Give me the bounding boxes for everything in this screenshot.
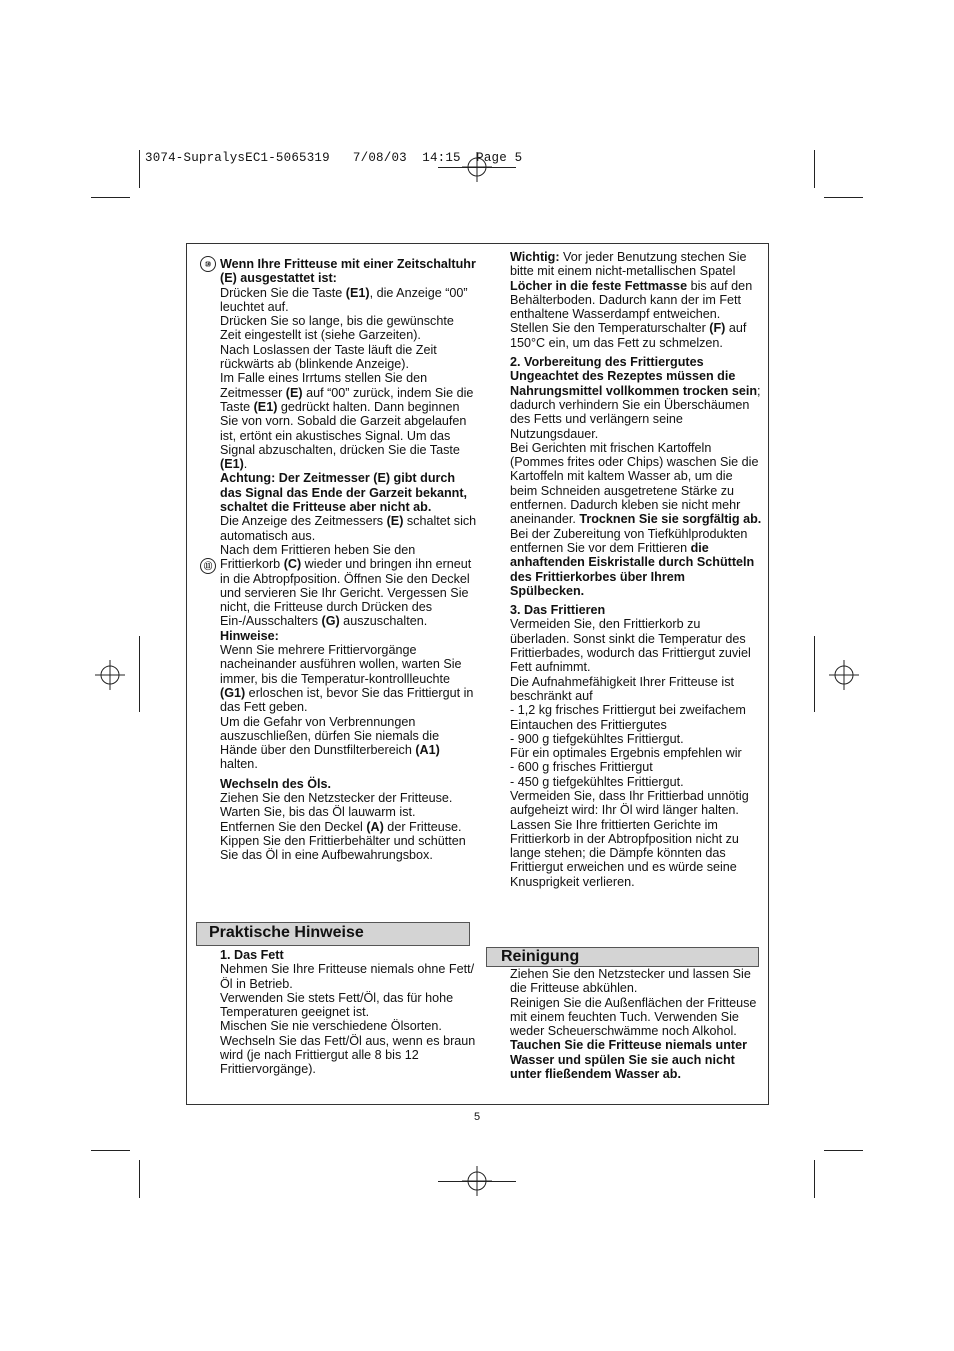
text-run: - 1,2 kg frisches Frittiergut bei zweifachem Eintauchen des Frittiergutes xyxy=(510,703,746,732)
registration-mark-icon xyxy=(95,660,125,690)
text-run: gedrückt halten. Dann beginnen Sie von vorn. Sobald die Garzeit abgelaufen ist, ertönt ein akustisches Signal. Um das Signal abzuschalten, drücken Sie die Taste xyxy=(220,399,467,457)
crop-mark xyxy=(139,636,140,712)
paragraph xyxy=(220,834,478,863)
paragraph xyxy=(510,789,762,818)
crop-mark xyxy=(814,1160,815,1198)
text-run: Nehmen Sie Ihre Fritteuse niemals ohne Fett/Öl in Betrieb. xyxy=(220,962,475,991)
text-run: Vor jeder Benutzung stechen Sie bitte mit einem nicht-metallischen Spatel xyxy=(510,250,747,279)
text-run: (F) xyxy=(709,321,726,336)
text-run: (C) xyxy=(283,557,302,572)
fett-section xyxy=(220,948,478,1077)
paragraph xyxy=(220,777,478,791)
text-run: Drücken Sie die Taste xyxy=(220,285,346,300)
text-run: (E1) xyxy=(253,399,278,414)
registration-line xyxy=(438,1181,516,1182)
text-run: Um die Gefahr von Verbrennungen auszuschließen, dürfen Sie niemals die Hände über den Dunstfilterbereich xyxy=(220,714,440,758)
text-run: Tauchen Sie die Fritteuse niemals unter Wasser und spülen Sie sie auch nicht unter fließendem Wasser ab. xyxy=(510,1038,748,1082)
paragraph xyxy=(510,441,762,527)
text-run: Wechseln des Öls. xyxy=(220,776,332,791)
text-run: Vermeiden Sie, den Frittierkorb zu überladen. Sonst sinkt die Temperatur des Frittierbades, wodurch das Frittiergut zuviel Fett aufnimmt. xyxy=(510,617,751,675)
paragraph xyxy=(510,1038,762,1081)
page-number: 5 xyxy=(473,1111,481,1123)
text-run: auszuschalten. xyxy=(339,614,428,629)
paragraph xyxy=(510,675,762,704)
text-run: wieder und bringen ihn erneut in die Abtropfposition. Öffnen Sie den Deckel und servieren Sie Ihr Gericht. Vergessen Sie nicht, die Fritteuse durch Drücken des Ein-/Ausschalters xyxy=(220,557,472,629)
text-run: 1. Das Fett xyxy=(220,948,284,962)
paragraph xyxy=(510,527,762,598)
text-run: Für ein optimales Ergebnis empfehlen wir xyxy=(510,746,742,761)
paragraph xyxy=(220,715,478,772)
paragraph xyxy=(510,617,762,674)
crop-mark xyxy=(91,197,130,198)
paragraph xyxy=(510,818,762,889)
text-run: Drücken Sie so lange, bis die gewünschte Zeit eingestellt ist (siehe Garzeiten). xyxy=(220,314,454,343)
text-run: Die Aufnahmefähigkeit Ihrer Fritteuse ist beschränkt auf xyxy=(510,674,734,703)
text-run: Hinweise: xyxy=(220,628,279,643)
section-title-reinigung: Reinigung xyxy=(486,947,759,967)
text-run: (E1) xyxy=(220,457,244,472)
paragraph xyxy=(220,1019,478,1033)
crop-mark xyxy=(814,150,815,188)
crop-mark xyxy=(824,197,863,198)
paragraph xyxy=(220,257,478,286)
text-run: (E) xyxy=(285,385,303,400)
text-run: Wechseln Sie das Fett/Öl aus, wenn es braun wird (je nach Frittiergut alle 8 bis 12 Frittiervorgänge). xyxy=(220,1033,476,1077)
paragraph xyxy=(510,775,762,789)
text-run: Ziehen Sie den Netzstecker der Fritteuse. xyxy=(220,790,453,805)
paragraph xyxy=(220,962,478,991)
text-run: Wenn Ihre Fritteuse mit einer Zeitschaltuhr (E) ausgestattet ist: xyxy=(220,257,476,286)
text-run: Trocknen Sie sie sorgfältig ab. xyxy=(579,512,762,527)
paragraph xyxy=(510,703,762,732)
text-run: Lassen Sie Ihre frittierten Gerichte im Frittierkorb in der Abtropfposition nicht zu lange stehen; die Dämpfe könnten das Frittiergut erweichen und es würde seine Knusprigkeit verlieren. xyxy=(510,817,739,889)
paragraph xyxy=(220,805,478,819)
text-run: Bei Gerichten mit frischen Kartoffeln (Pommes frites oder Chips) waschen Sie die Kartoffeln mit kaltem Wasser ab, um die beim Schneiden ausgetretene Stärke zu entfernen. Dadurch kleben sie nicht mehr aneinander. xyxy=(510,440,759,527)
paragraph xyxy=(220,643,478,714)
text-run: Die Anzeige des Zeitmessers xyxy=(220,514,387,529)
left-column xyxy=(220,257,478,862)
registration-mark-icon xyxy=(829,660,859,690)
text-run: (A) xyxy=(366,819,384,834)
paragraph xyxy=(220,471,478,514)
text-run: 2. Vorbereitung des Frittiergutes xyxy=(510,355,704,370)
text-run: (A1) xyxy=(415,743,440,758)
text-run: erloschen ist, bevor Sie das Frittiergut in das Fett geben. xyxy=(220,685,474,715)
reinigung-section xyxy=(510,967,762,1081)
crop-mark xyxy=(824,1150,863,1151)
text-run: der Fritteuse. xyxy=(383,819,462,834)
paragraph xyxy=(220,991,478,1020)
text-run: die anhaftenden Eiskristalle durch Schütteln des Frittierkorbes über Ihrem Spülbecken. xyxy=(510,540,755,598)
text-run: Vermeiden Sie, dass Ihr Frittierbad unnötig aufgeheizt wird: Ihr Öl wird länger halten. xyxy=(510,788,749,818)
paragraph xyxy=(510,746,762,760)
text-run: Bei der Zubereitung von Tiefkühlprodukten entfernen Sie vor dem Frittieren xyxy=(510,526,748,555)
text-run: . xyxy=(243,457,248,472)
paragraph xyxy=(510,732,762,746)
paragraph xyxy=(510,760,762,774)
text-run: Mischen Sie nie verschiedene Ölsorten. xyxy=(220,1019,442,1034)
paragraph xyxy=(510,355,762,369)
text-run: - 450 g tiefgekühltes Frittiergut. xyxy=(510,774,684,789)
text-run: - 600 g frisches Frittiergut xyxy=(510,760,653,775)
paragraph xyxy=(510,603,762,617)
text-run: auf “00” zurück, indem Sie die Taste xyxy=(220,385,474,414)
paragraph xyxy=(220,543,478,629)
paragraph xyxy=(220,371,478,471)
paragraph xyxy=(220,629,478,643)
text-run: halten. xyxy=(220,757,258,772)
registration-line xyxy=(438,167,516,168)
text-run: - 900 g tiefgekühltes Frittiergut. xyxy=(510,731,684,746)
paragraph xyxy=(220,820,478,834)
right-column-top xyxy=(510,250,762,889)
paragraph xyxy=(220,514,478,543)
paragraph xyxy=(220,314,478,343)
text-run: Ziehen Sie den Netzstecker und lassen Sie die Fritteuse abkühlen. xyxy=(510,967,751,996)
text-run: Verwenden Sie stets Fett/Öl, das für hohe Temperaturen geeignet ist. xyxy=(220,990,454,1020)
text-run: Reinigen Sie die Außenflächen der Fritteuse mit einem feuchten Tuch. Verwenden Sie weder Scheuerschwämme noch Alkohol. xyxy=(510,995,757,1039)
text-run: (G1) xyxy=(220,685,246,700)
paragraph xyxy=(220,948,478,962)
text-run: Wenn Sie mehrere Frittiervorgänge nacheinander ausführen wollen, warten Sie immer, bis die Temperatur-kontrollleuchte xyxy=(220,643,462,686)
text-run: bis auf den Behälterboden. Dadurch kann der im Fett enthaltene Wasserdampf entweichen. xyxy=(510,278,753,322)
text-run: Entfernen Sie den Deckel xyxy=(220,819,367,834)
section-title-praktische-hinweise: Praktische Hinweise xyxy=(196,922,470,946)
text-run: ; dadurch verhindern Sie ein Überschäumen des Fetts und verlängern seine Nutzungsdauer. xyxy=(510,383,761,441)
paragraph xyxy=(220,791,478,805)
text-run: (G) xyxy=(321,614,340,629)
text-run: Nach dem Frittieren heben Sie den Frittierkorb xyxy=(220,542,416,572)
text-run: Ungeachtet des Rezeptes müssen die Nahrungsmittel vollkommen trocken sein xyxy=(510,369,758,398)
paragraph xyxy=(510,321,762,350)
text-run: 3. Das Frittieren xyxy=(510,603,606,618)
slug-line: 3074-SupralysEC1-5065319 7/08/03 14:15 Page 5 xyxy=(145,151,523,165)
text-run: Im Falle eines Irrtums stellen Sie den Zeitmesser xyxy=(220,371,428,400)
text-run: Kippen Sie den Frittierbehälter und schütten Sie das Öl in eine Aufbewahrungsbox. xyxy=(220,833,466,863)
crop-mark xyxy=(814,636,815,712)
text-run: auf 150°C ein, um das Fett zu schmelzen. xyxy=(510,321,747,350)
crop-mark xyxy=(139,150,140,188)
paragraph xyxy=(510,369,762,440)
text-run: Stellen Sie den Temperaturschalter xyxy=(510,321,710,336)
step-11-text xyxy=(220,543,478,863)
text-run: , die Anzeige “00” leuchtet auf. xyxy=(220,285,468,314)
crop-mark xyxy=(139,1160,140,1198)
step-10-marker: ⑩ xyxy=(200,256,216,272)
text-run: Achtung: Der Zeitmesser (E) gibt durch das Signal das Ende der Garzeit bekannt, schaltet die Fritteuse aber nicht ab. xyxy=(220,471,468,515)
text-run: Wichtig: xyxy=(510,250,560,264)
paragraph xyxy=(510,996,762,1039)
text-run: Löcher in die feste Fettmasse xyxy=(510,278,688,293)
paragraph xyxy=(220,1034,478,1077)
paragraph xyxy=(510,250,762,321)
paragraph xyxy=(220,343,478,372)
paragraph xyxy=(510,967,762,996)
step-10-text xyxy=(220,257,478,543)
text-run: (E) xyxy=(386,514,404,529)
step-11-marker: ⑪ xyxy=(200,558,216,574)
text-run: (E1) xyxy=(345,285,370,300)
text-run: schaltet sich automatisch aus. xyxy=(220,514,477,543)
crop-mark xyxy=(91,1150,130,1151)
text-run: Nach Loslassen der Taste läuft die Zeit rückwärts ab (blinkende Anzeige). xyxy=(220,342,437,372)
text-run: Warten Sie, bis das Öl lauwarm ist. xyxy=(220,805,416,820)
paragraph xyxy=(220,286,478,315)
